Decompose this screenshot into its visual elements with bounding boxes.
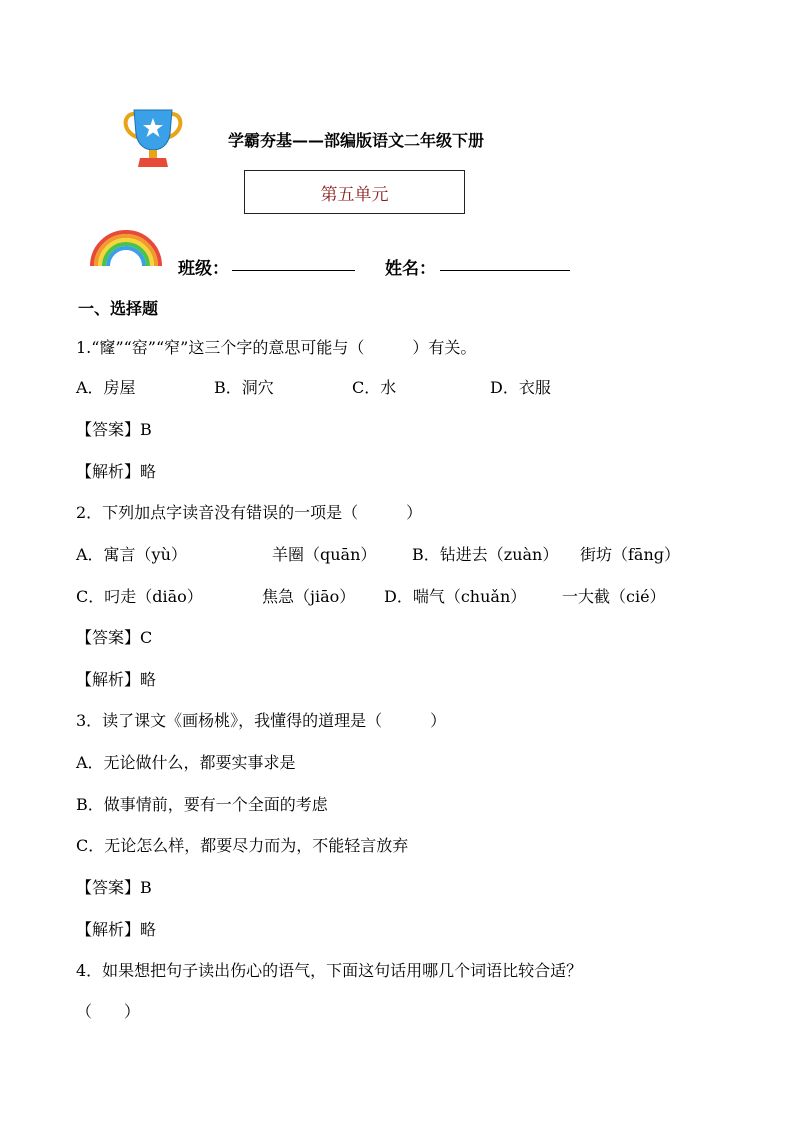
question-1-stem: 1.“窿”“窑”“窄”这三个字的意思可能与（ ）有关。 (76, 338, 477, 357)
option-a-word-2: 羊圈（quān） (272, 545, 377, 564)
option-d-word-2: 一大截（cié） (562, 587, 666, 606)
option-a[interactable]: A．无论做什么，都要实事求是 (76, 753, 296, 772)
option-c[interactable]: C．叼走（diāo） (76, 587, 203, 606)
option-c[interactable]: C．水 (352, 378, 397, 397)
question-2-stem: 2．下列加点字读音没有错误的一项是（ ） (76, 503, 423, 522)
class-label: 班级： (178, 259, 229, 279)
option-a[interactable]: A．寓言（yù） (76, 545, 187, 564)
rainbow-icon (88, 226, 164, 268)
class-field[interactable] (232, 270, 355, 271)
option-b[interactable]: B．洞穴 (214, 378, 274, 397)
question-2-analysis: 【解析】略 (76, 670, 157, 689)
option-d[interactable]: D．喘气（chuǎn） (384, 587, 527, 606)
option-a[interactable]: A．房屋 (76, 378, 136, 397)
option-c[interactable]: C．无论怎么样，都要尽力而为，不能轻言放弃 (76, 836, 409, 855)
unit-title-box (244, 170, 465, 214)
question-1-answer: 【答案】B (76, 420, 152, 439)
document-header-title: 学霸夯基——部编版语文二年级下册 (228, 131, 485, 150)
question-4-stem: 4．如果想把句子读出伤心的语气，下面这句话用哪几个词语比较合适？ (76, 961, 583, 980)
question-3-analysis: 【解析】略 (76, 920, 157, 939)
section-title: 一、选择题 (78, 299, 159, 318)
question-3-stem: 3．读了课文《画杨桃》，我懂得的道理是（ ） (76, 711, 447, 730)
name-field[interactable] (440, 270, 570, 271)
trophy-icon (120, 104, 186, 170)
option-b[interactable]: B．钻进去（zuàn） (412, 545, 559, 564)
name-label: 姓名： (385, 259, 436, 279)
option-b[interactable]: B．做事情前，要有一个全面的考虑 (76, 795, 328, 814)
option-b-word-2: 街坊（fānɡ） (580, 545, 681, 564)
question-1-analysis: 【解析】略 (76, 462, 157, 481)
option-c-word-2: 焦急（jiāo） (262, 587, 356, 606)
question-4-answer-paren: （ ） (76, 1002, 141, 1021)
question-3-answer: 【答案】B (76, 878, 152, 897)
unit-title: 第五单元 (320, 184, 389, 205)
question-2-answer: 【答案】C (76, 628, 153, 647)
option-d[interactable]: D．衣服 (490, 378, 551, 397)
